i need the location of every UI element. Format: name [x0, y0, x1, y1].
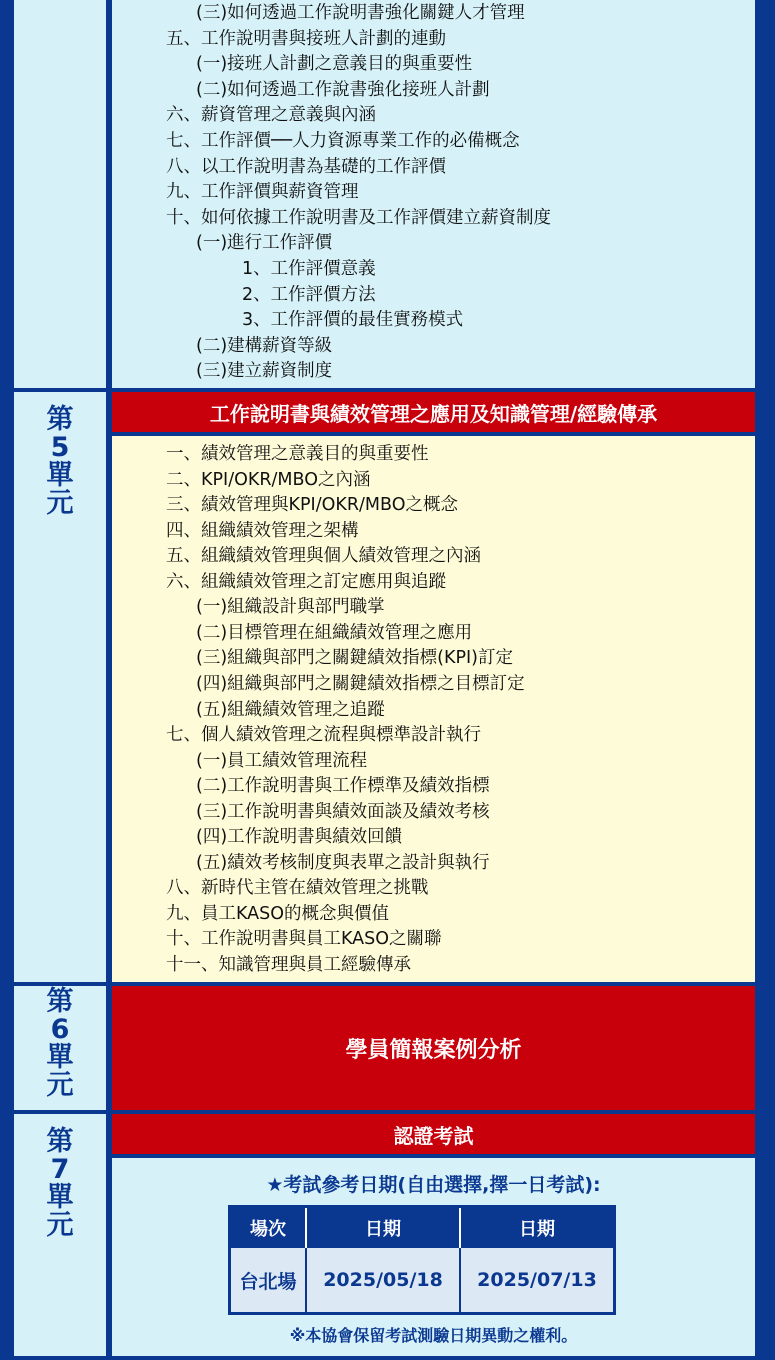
outline-item: (二)建構薪資等級 — [196, 335, 333, 356]
unit4-label-cell — [14, 0, 106, 388]
unit7-label-char: 第 — [46, 1126, 74, 1157]
outline-item: 二、KPI/OKR/MBO之內涵 — [166, 469, 371, 490]
outline-item: 八、新時代主管在績效管理之挑戰 — [166, 878, 429, 899]
outline-item: 九、工作評價與薪資管理 — [166, 182, 359, 203]
unit7-label-char: 元 — [46, 1210, 74, 1241]
outline-item: 八、以工作說明書為基礎的工作評價 — [166, 156, 446, 177]
header-date-1: 日期 — [306, 1207, 460, 1249]
outline-item: (四)組織與部門之關鍵績效指標之目標訂定 — [196, 673, 525, 694]
outline-item: 十一、知識管理與員工經驗傳承 — [166, 955, 411, 975]
unit6-label-char: 第 — [46, 986, 74, 1017]
outline-item: 2、工作評價方法 — [242, 284, 376, 305]
unit5-label — [14, 406, 106, 518]
unit5-content — [112, 436, 755, 982]
unit5-label-cell — [14, 392, 106, 982]
outline-item: (一)員工績效管理流程 — [196, 750, 368, 771]
outline-item: (一)組織設計與部門職掌 — [196, 597, 385, 618]
unit5-title: 工作說明書與績效管理之應用及知識管理/經驗傳承 — [112, 392, 755, 432]
exam-dates-title: ★考試參考日期(自由選擇,擇一日考試): — [266, 1174, 601, 1196]
outline-item: 四、組織績效管理之架構 — [166, 520, 359, 541]
outline-item: 七、工作評價──人力資源專業工作的必備概念 — [166, 131, 520, 151]
outline-item: (一)進行工作評價 — [196, 233, 333, 254]
header-session: 場次 — [230, 1207, 307, 1249]
outline-item: (三)如何透過工作說明書強化關鍵人才管理 — [196, 3, 525, 23]
cell-session: 台北場 — [230, 1248, 307, 1314]
outline-item: 1、工作評價意義 — [242, 259, 376, 279]
exam-schedule-table — [228, 1205, 616, 1315]
outline-item: 六、薪資管理之意義與內涵 — [166, 105, 376, 126]
outline-item: (二)工作說明書與工作標準及績效指標 — [196, 776, 490, 797]
outline-item: 十、如何依據工作說明書及工作評價建立薪資制度 — [166, 207, 551, 228]
unit7-label-char: 單 — [46, 1182, 74, 1213]
outline-item: (一)接班人計劃之意義目的與重要性 — [196, 54, 473, 75]
unit7-label-char: 7 — [50, 1154, 70, 1185]
unit4-content — [112, 0, 755, 388]
unit7-title: 認證考試 — [112, 1114, 755, 1154]
unit6-label-char: 元 — [46, 1070, 74, 1101]
outline-item: (三)建立薪資制度 — [196, 361, 333, 382]
unit7-content — [112, 1158, 755, 1356]
table-row — [230, 1248, 615, 1314]
outline-item: 五、工作說明書與接班人計劃的連動 — [166, 28, 446, 49]
outline-item: 十、工作說明書與員工KASO之關聯 — [166, 929, 442, 950]
unit6-label-cell — [14, 986, 106, 1110]
unit5-label-char: 元 — [46, 488, 74, 519]
cell-date-1: 2025/05/18 — [306, 1248, 460, 1314]
unit6-title: 學員簡報案例分析 — [112, 986, 755, 1110]
outline-item: 3、工作評價的最佳實務模式 — [242, 310, 464, 331]
exam-note: ※本協會保留考試測驗日期異動之權利。 — [289, 1326, 578, 1345]
outline-item: 六、組織績效管理之訂定應用與追蹤 — [166, 571, 446, 592]
outline-item: 一、績效管理之意義目的與重要性 — [166, 444, 429, 464]
outline-item: (三)工作說明書與績效面談及績效考核 — [196, 801, 490, 822]
outline-item: (五)組織績效管理之追蹤 — [196, 699, 385, 720]
cell-date-2: 2025/07/13 — [460, 1248, 615, 1314]
outline-item: 七、個人績效管理之流程與標準設計執行 — [166, 725, 481, 746]
outline-item: (三)組織與部門之關鍵績效指標(KPI)訂定 — [196, 648, 513, 669]
unit6-label — [14, 988, 106, 1100]
unit5-label-char: 5 — [50, 432, 70, 463]
outline-item: (二)如何透過工作說書強化接班人計劃 — [196, 79, 490, 100]
unit7-label — [14, 1128, 106, 1240]
unit6-label-char: 單 — [46, 1042, 74, 1073]
unit5-label-char: 單 — [46, 460, 74, 491]
outline-item: (四)工作說明書與績效回饋 — [196, 827, 403, 848]
outline-item: (五)績效考核制度與表單之設計與執行 — [196, 852, 490, 873]
unit7-label-cell — [14, 1114, 106, 1356]
outline-item: (二)目標管理在組織績效管理之應用 — [196, 622, 473, 643]
unit6-label-char: 6 — [50, 1014, 70, 1045]
table-header-row — [230, 1207, 615, 1249]
unit5-label-char: 第 — [46, 404, 74, 435]
header-date-2: 日期 — [460, 1207, 615, 1249]
outline-item: 五、組織績效管理與個人績效管理之內涵 — [166, 546, 481, 567]
outline-item: 九、員工KASO的概念與價值 — [166, 903, 390, 924]
outline-item: 三、績效管理與KPI/OKR/MBO之概念 — [166, 495, 458, 516]
